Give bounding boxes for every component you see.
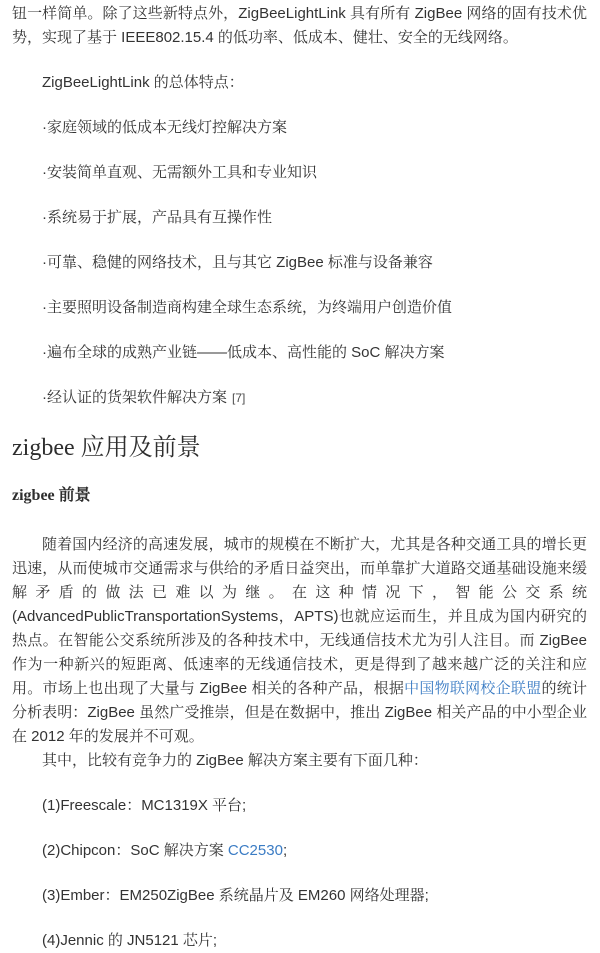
citation-ref-7[interactable]: [7] <box>232 391 246 405</box>
feature-item-1: ·家庭领域的低成本无线灯控解决方案 <box>42 119 287 136</box>
intro-paragraph: 钮一样简单。除了这些新特点外，ZigBeeLightLink 具有所有 ZigBee 网络的固有技术优势，实现了基于 IEEE802.15.4 的低功率、低成本、健壮、安全的无线网络。 <box>12 5 587 46</box>
solution-item-1 <box>12 794 587 818</box>
feature-item-2: ·安装简单直观、无需额外工具和专业知识 <box>42 164 317 181</box>
prospect-text-before-link: 随着国内经济的高速发展，城市的规模在不断扩大，尤其是各种交通工具的增长更迅速，从而使城市交通需求与供给的矛盾日益突出，而单靠扩大道路交通基础设施来缓解矛盾的做法已难以为继。在这种情况下，智能公交系统(AdvancedPublicTransportationSystems，APTS)也就应运而生，并且成为国内研究的热点。在智能公交系统所涉及的各种技术中，无线通信技术尤为引人注目。而 ZigBee 作为一种新兴的短距离、低速率的无线通信技术，更是得到了越来越广泛的关注和应用。市场上也出现了大量与 ZigBee 相关的各种产品，根据 <box>12 536 587 697</box>
solution-item-3-text: (3)Ember：EM250ZigBee 系统晶片及 EM260 网络处理器; <box>42 887 429 904</box>
solution-item-4-text: (4)Jennic 的 JN5121 芯片; <box>42 932 218 949</box>
feature-item-5: ·主要照明设备制造商构建全球生态系统，为终端用户创造价值 <box>42 299 452 316</box>
iot-alliance-link[interactable]: 中国物联网校企联盟 <box>404 680 542 697</box>
solution-item-1-text: (1)Freescale：MC1319X 平台; <box>42 797 247 814</box>
prospect-paragraph <box>12 533 587 749</box>
section-heading: zigbee 应用及前景 <box>12 435 201 461</box>
solution-item-2-tail: ; <box>282 842 288 859</box>
prospect-text-after-link: 的统计分析表明：ZigBee 虽然广受推崇，但是在数据中，推出 ZigBee 相关产品的中小型企业在 2012 年的发展并不可观。 <box>12 680 587 745</box>
feature-item-4: ·可靠、稳健的网络技术，且与其它 ZigBee 标准与设备兼容 <box>42 254 433 271</box>
solutions-intro: 其中，比较有竞争力的 ZigBee 解决方案主要有下面几种： <box>42 752 428 769</box>
feature-item-7-text: ·经认证的货架软件解决方案 <box>42 389 227 406</box>
feature-item-6: ·遍布全球的成熟产业链——低成本、高性能的 SoC 解决方案 <box>42 344 445 361</box>
feature-item-7 <box>12 386 587 410</box>
cc2530-link[interactable]: CC2530 <box>227 842 283 859</box>
feature-item-3: ·系统易于扩展，产品具有互操作性 <box>42 209 272 226</box>
features-title: ZigBeeLightLink 的总体特点： <box>42 74 244 91</box>
solution-item-2 <box>12 839 587 863</box>
solution-item-3 <box>12 884 587 908</box>
solution-item-2-text: (2)Chipcon：SoC 解决方案 <box>42 842 228 859</box>
solution-item-4 <box>12 929 587 953</box>
subsection-heading: zigbee 前景 <box>12 487 91 504</box>
